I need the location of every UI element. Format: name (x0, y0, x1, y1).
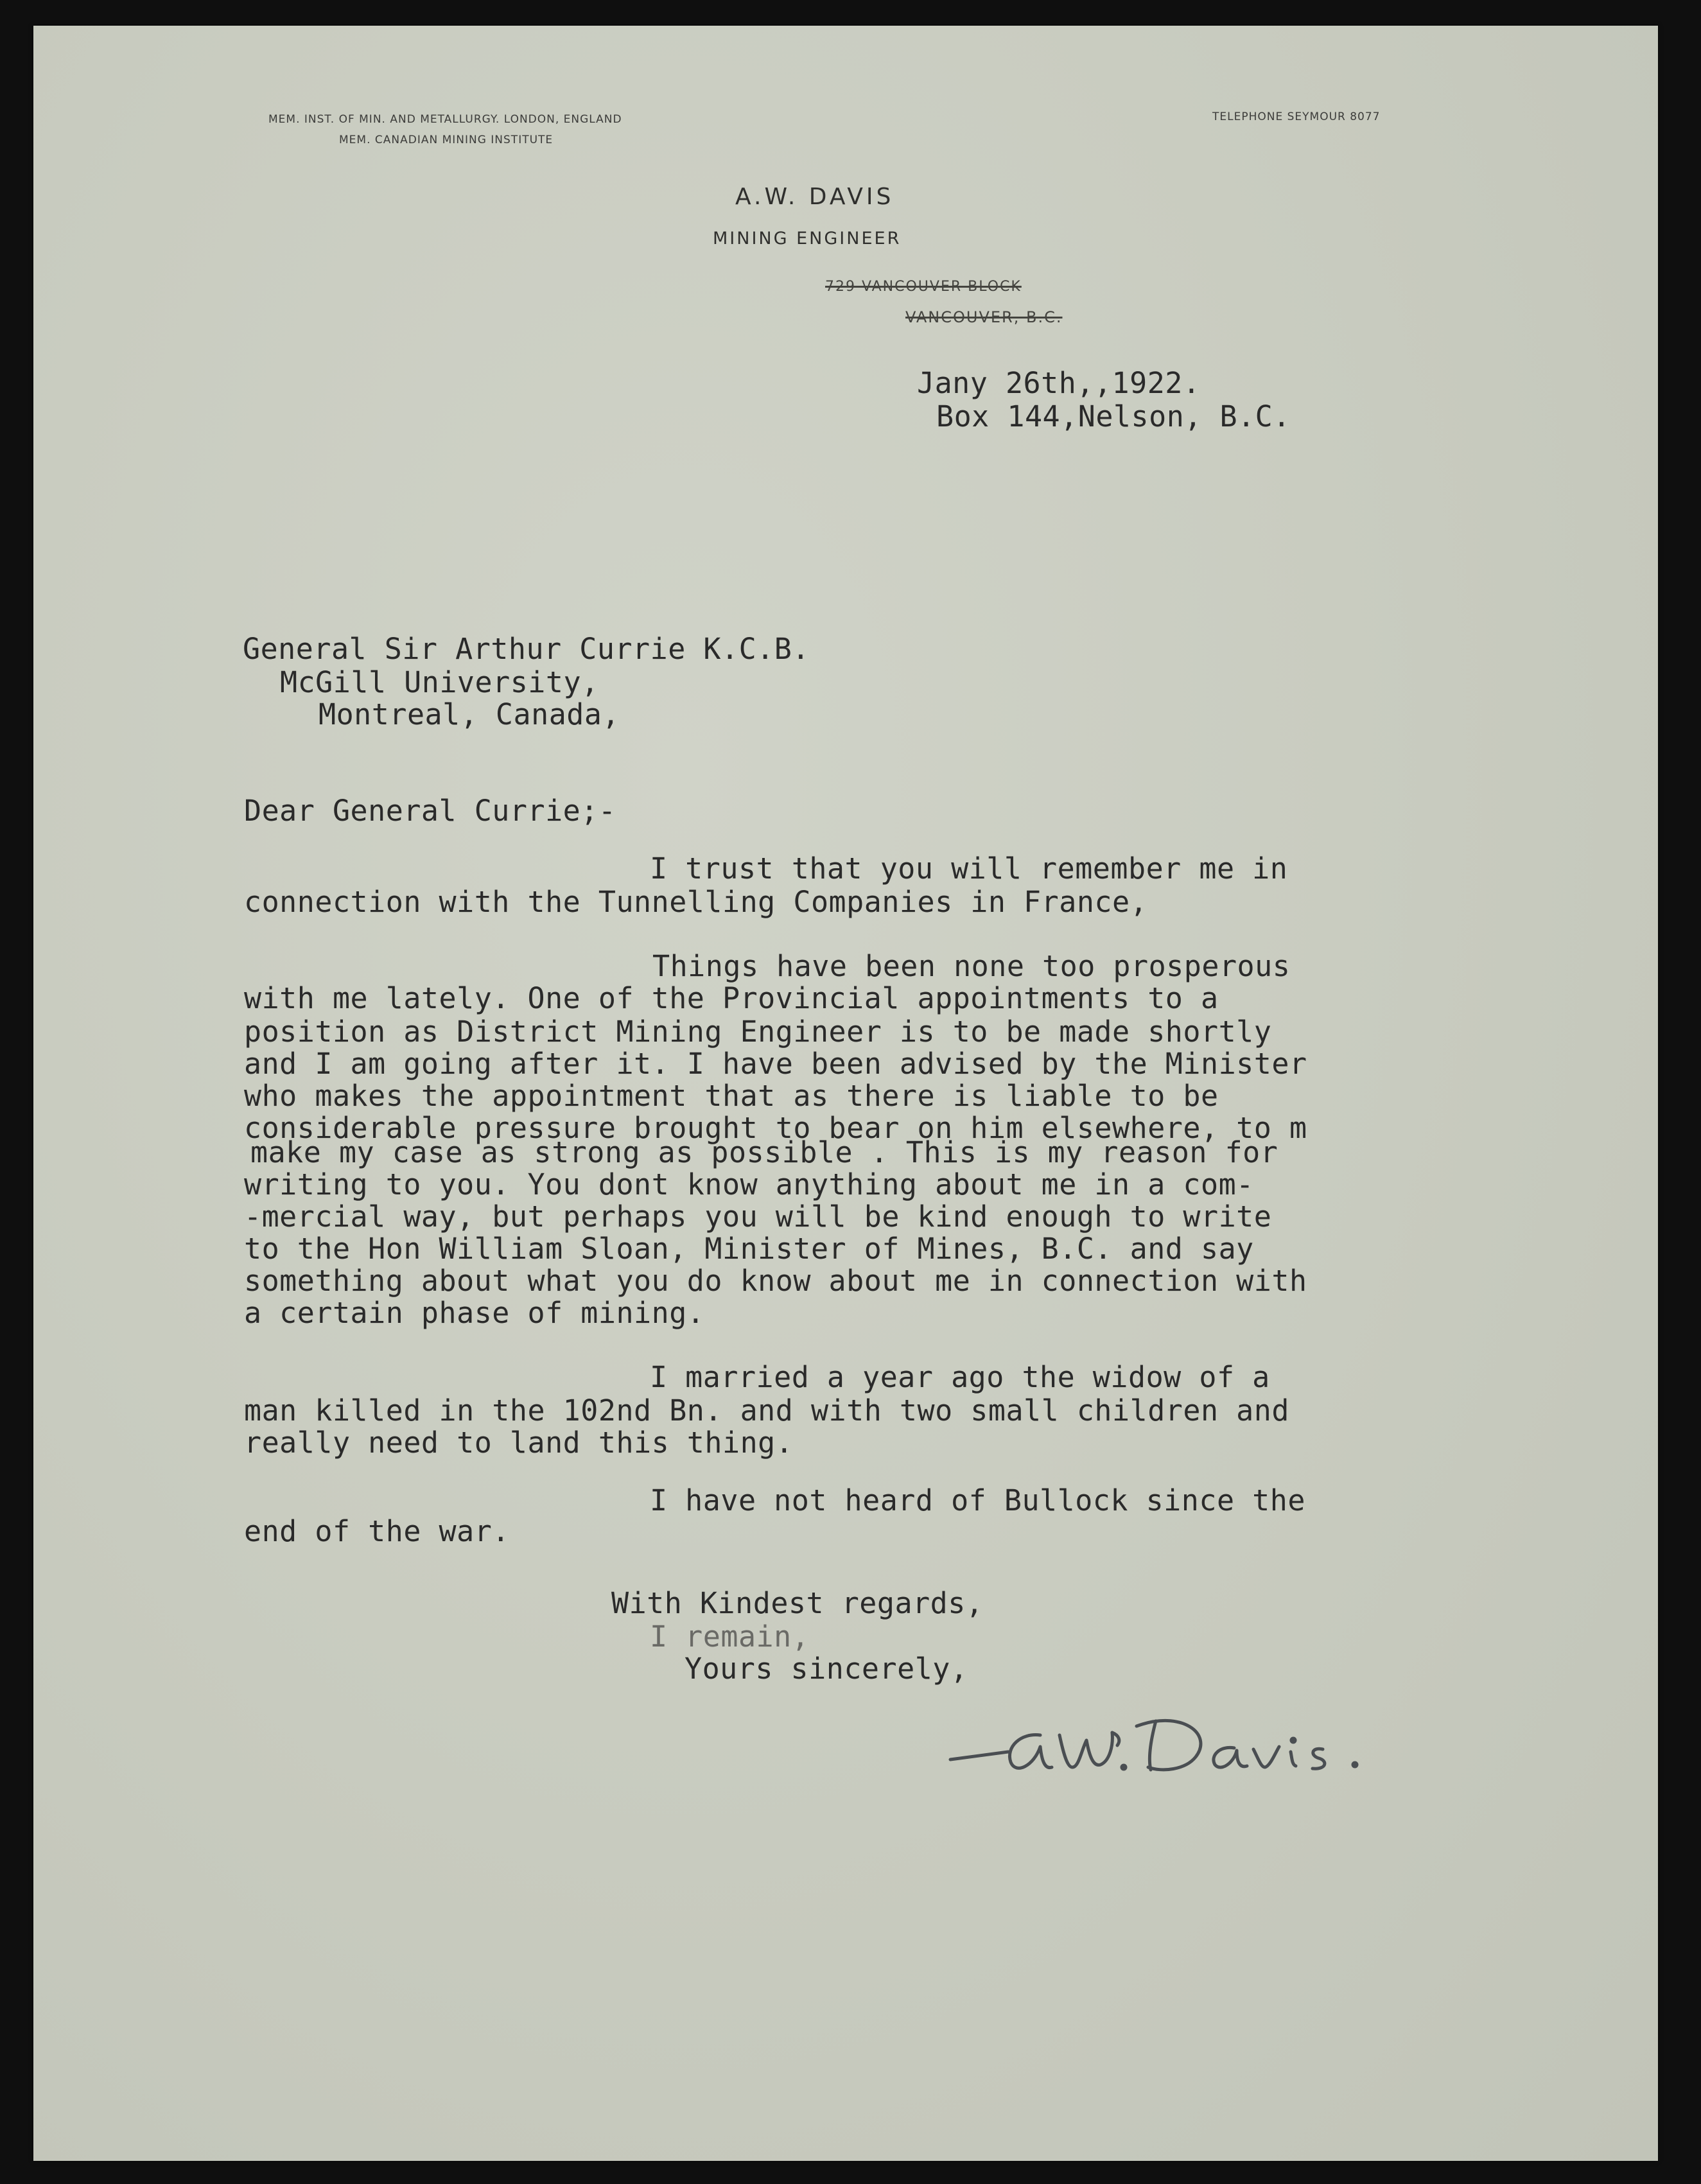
closing-regards: With Kindest regards, (611, 1586, 984, 1620)
struck-street-address: 729 VANCOUVER BLOCK (825, 279, 1022, 295)
body-line: writing to you. You dont know anything about me in a com- (244, 1167, 1254, 1201)
body-line: make my case as strong as possible . This is my reason for (250, 1135, 1278, 1169)
membership-line-2: MEM. CANADIAN MINING INSTITUTE (339, 134, 554, 146)
body-line: end of the war. (244, 1514, 510, 1548)
body-line: to the Hon William Sloan, Minister of Mines, B.C. and say (244, 1232, 1254, 1266)
body-line: considerable pressure brought to bear on him elsewhere, to m (244, 1111, 1307, 1145)
body-line: I trust that you will remember me in (650, 852, 1288, 886)
recipient-name: General Sir Arthur Currie K.C.B. (243, 632, 810, 666)
body-line: -mercial way, but perhaps you will be kind enough to write (244, 1200, 1272, 1234)
body-line: who makes the appointment that as there is liable to be (244, 1079, 1219, 1113)
struck-city-address: VANCOUVER, B.C. (905, 308, 1063, 326)
telephone-line: TELEPHONE SEYMOUR 8077 (1212, 110, 1381, 123)
body-line: Things have been none too prosperous (652, 949, 1291, 983)
body-line: with me lately. One of the Provincial appointments to a (244, 981, 1219, 1015)
closing-remain: I remain, (650, 1620, 810, 1654)
salutation: Dear General Currie;- (244, 794, 616, 828)
letter-date: Jany 26th,,1922. (917, 366, 1201, 400)
body-line: I married a year ago the widow of a (650, 1360, 1270, 1394)
body-line: and I am going after it. I have been advised by the Minister (244, 1047, 1307, 1081)
body-line: connection with the Tunnelling Companies in France, (244, 885, 1148, 919)
body-line: something about what you do know about me in connection with (244, 1264, 1307, 1298)
closing-sincerely: Yours sincerely, (685, 1652, 968, 1686)
body-line: man killed in the 102nd Bn. and with two small children and (244, 1393, 1289, 1428)
membership-line-1: MEM. INST. OF MIN. AND METALLURGY. LONDON, ENGLAND (268, 113, 622, 126)
handwritten-signature (944, 1695, 1438, 1811)
body-line: I have not heard of Bullock since the (650, 1483, 1305, 1517)
body-line: really need to land this thing. (244, 1426, 794, 1460)
body-line: a certain phase of mining. (244, 1296, 705, 1330)
sender-address: Box 144,Nelson, B.C. (936, 399, 1291, 433)
recipient-institution: McGill University, (280, 665, 599, 699)
recipient-city: Montreal, Canada, (318, 697, 620, 731)
letterhead-name: A.W. DAVIS (735, 184, 894, 210)
letterhead-title: MINING ENGINEER (713, 229, 902, 249)
body-line: position as District Mining Engineer is to be made shortly (244, 1015, 1272, 1049)
